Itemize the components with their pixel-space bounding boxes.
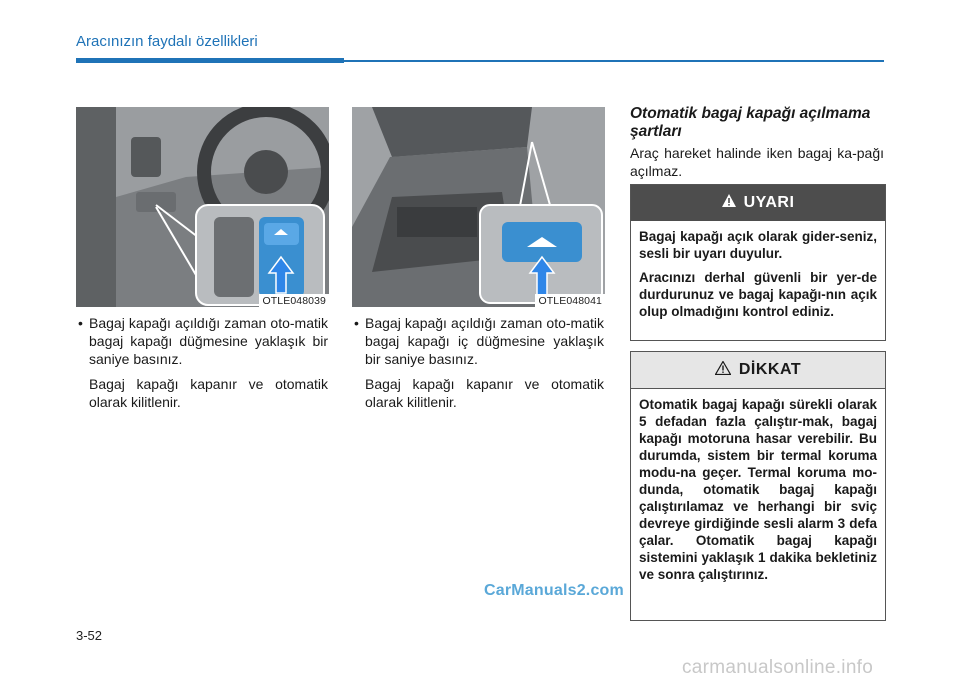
bullet-follow-text: Bagaj kapağı kapanır ve otomatik olarak kilitlenir.: [365, 376, 604, 410]
warning-paragraph: Bagaj kapağı açık olarak gider-seniz, sesli bir uyarı duyulur.: [639, 229, 877, 261]
warning-box: [630, 184, 886, 341]
watermark-text: carmanualsonline.info: [682, 657, 874, 678]
bullet-item: [352, 314, 604, 368]
bullet-item: [76, 314, 328, 368]
bullet-follow-text: Bagaj kapağı kapanır ve otomatik olarak kilitlenir.: [89, 376, 328, 410]
caution-triangle-icon: [715, 361, 731, 380]
watermark-link[interactable]: CarManuals2.com: [484, 582, 624, 599]
caution-header: [631, 352, 885, 389]
subsection-heading: Otomatik bagaj kapağı açılmama şartları: [630, 105, 871, 140]
caution-body: [631, 389, 885, 596]
header-rule-thin: [344, 60, 884, 62]
figure-code: OTLE048039: [259, 294, 329, 307]
figure-driver-button: [76, 107, 329, 307]
figure-inner-button: [352, 107, 605, 307]
page-number: 3-52: [76, 628, 103, 643]
bullet-text: Bagaj kapağı açıldığı zaman oto-matik bagaj kapağı düğmesine yaklaşık bir saniye basınız.: [89, 315, 328, 367]
warning-title: UYARI: [743, 194, 795, 211]
figure-code: OTLE048041: [535, 294, 605, 307]
dashboard-illustration: [76, 107, 329, 307]
bullet-dot-icon: •: [78, 315, 83, 331]
caution-box: [630, 351, 886, 621]
header-rule-thick: [76, 58, 344, 63]
bullet-dot-icon: •: [354, 315, 359, 331]
warning-triangle-icon: [722, 194, 736, 212]
trunk-illustration: [352, 107, 605, 307]
warning-body: [631, 221, 885, 333]
caution-title: DİKKAT: [738, 361, 802, 378]
middle-column-text: [352, 314, 604, 411]
caution-paragraph: Otomatik bagaj kapağı sürekli olarak 5 defadan fazla çalıştır-mak, bagaj kapağı motoruna hasar verebilir. Bu durumda, sistem bir termal koruma modu-na geçer. Termal koruma mo-dunda, otomatik bagaj kapağı çalıştırılamaz ve herhangi bir sviç devreye girdiğinde sesli alarm 3 defa çalar. Otomatik bagaj kapağı sistemini yaklaşık 1 dakika bekletiniz ve sonra çalıştırınız.: [639, 397, 877, 582]
warning-paragraph: Aracınızı derhal güvenli bir yer-de durdurunuz ve bagaj kapağı-nın açık olup olmadığını kontrol ediniz.: [639, 270, 877, 319]
intro-text: Araç hareket halinde iken bagaj ka-pağı açılmaz.: [630, 145, 884, 179]
section-title: Aracınızın faydalı özellikleri: [76, 33, 258, 50]
left-column-text: [76, 314, 328, 411]
bullet-text: Bagaj kapağı açıldığı zaman oto-matik bagaj kapağı iç düğmesine yaklaşık bir saniye basınız.: [365, 315, 604, 367]
warning-header: [631, 185, 885, 221]
